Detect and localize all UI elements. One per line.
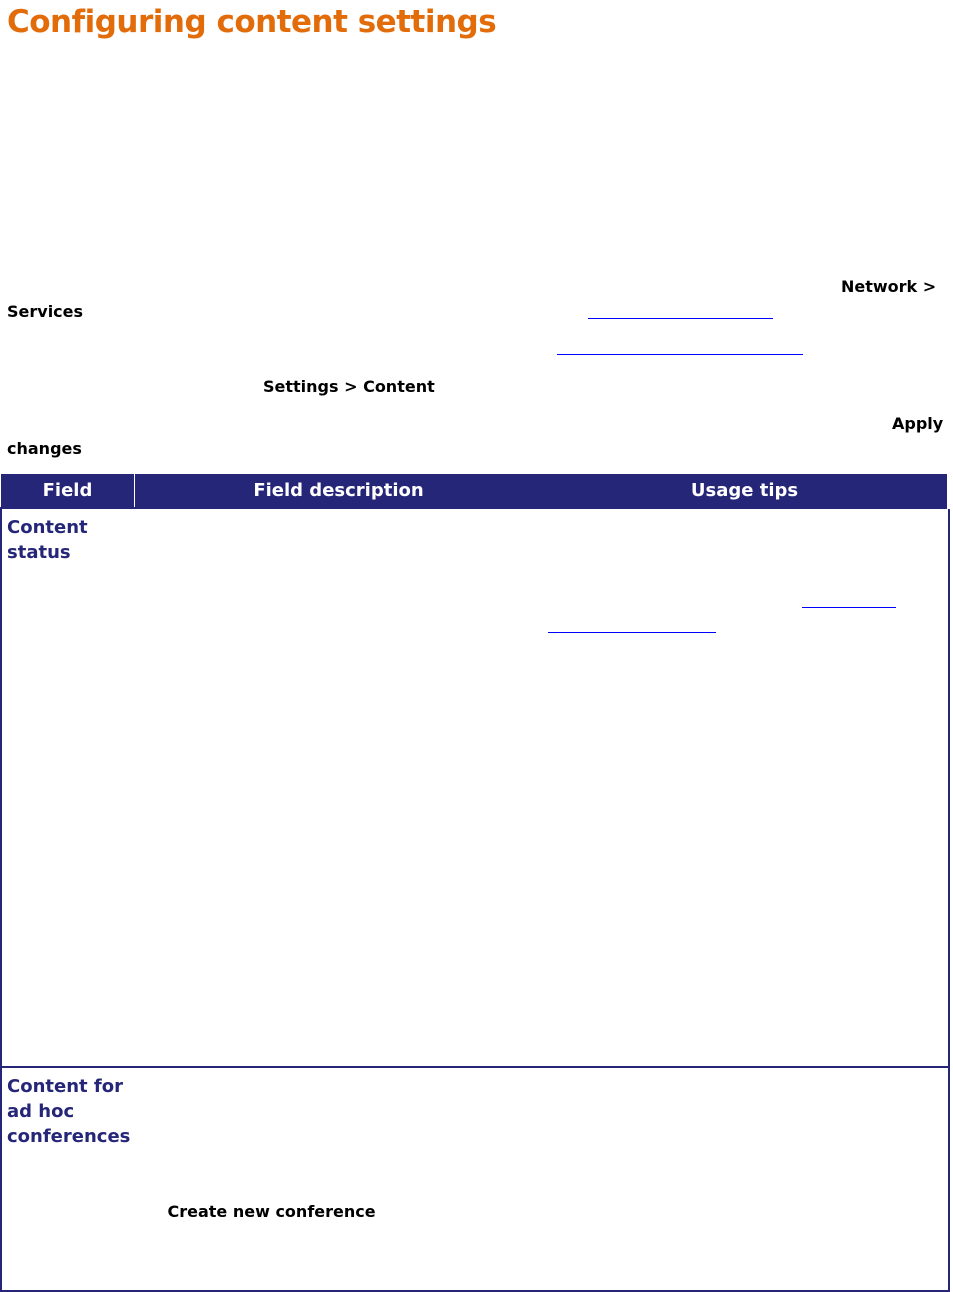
link-underline[interactable] [588, 318, 773, 319]
settings-content-path: Settings > Content [263, 377, 435, 396]
link-underline[interactable] [548, 632, 716, 633]
apply-label: Apply [892, 414, 944, 433]
header-usage-tips: Usage tips [542, 474, 949, 508]
changes-label: changes [7, 439, 82, 458]
link-underline[interactable] [802, 607, 896, 608]
network-menu-path: Network > [841, 277, 937, 296]
usage-tips-cell [542, 1067, 949, 1291]
link-underline[interactable] [557, 354, 803, 355]
page-title: Configuring content settings [7, 4, 497, 40]
field-name-content-status: Content status [7, 517, 88, 563]
services-menu-path: Services [7, 302, 84, 321]
content-settings-table [0, 474, 950, 1292]
header-field-description: Field description [135, 474, 543, 508]
description-cell [135, 508, 543, 1067]
description-cell [135, 1067, 543, 1291]
table-header-row [1, 474, 949, 508]
table-row [1, 1067, 949, 1291]
usage-tips-cell [542, 508, 949, 1067]
field-cell [1, 1067, 135, 1291]
table-row [1, 508, 949, 1067]
field-name-adhoc-content: Content for ad hoc conferences [7, 1076, 131, 1147]
field-cell [1, 508, 135, 1067]
header-field: Field [1, 474, 135, 508]
create-new-conference-label: Create new conference [167, 1202, 376, 1221]
